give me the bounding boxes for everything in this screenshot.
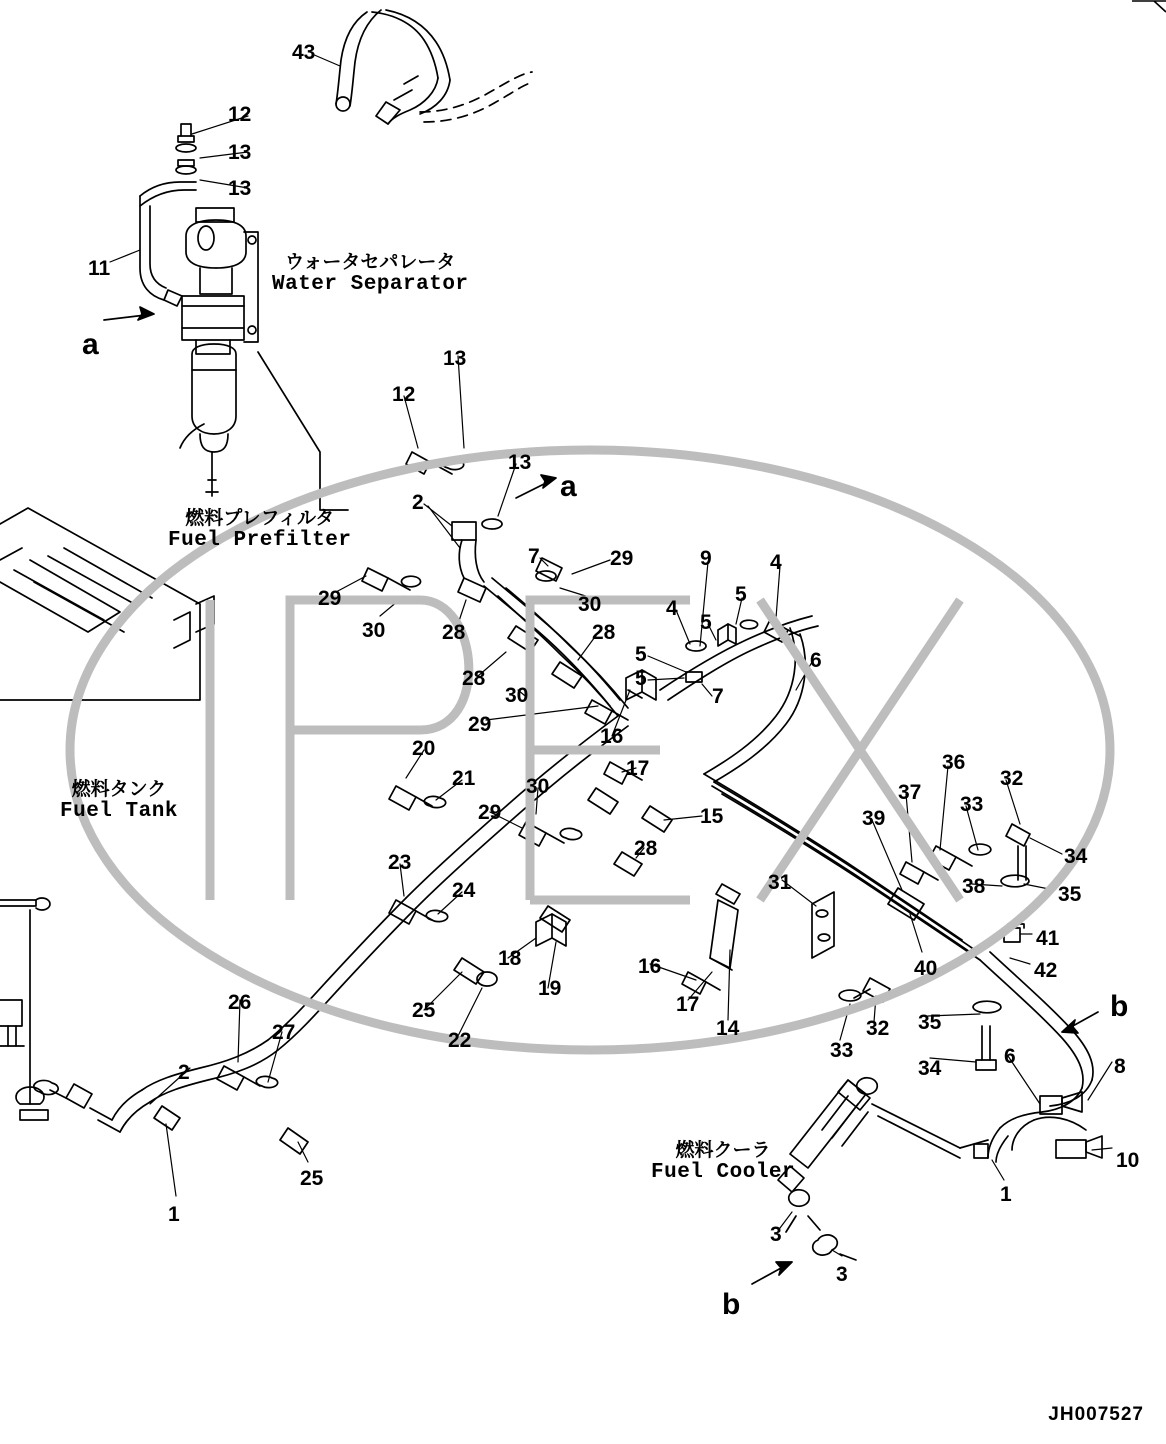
label-water-separator-jp: ウォータセパレータ: [285, 251, 456, 273]
label-fuel-prefilter: [168, 508, 351, 553]
callout-number-24: 24: [452, 879, 476, 902]
callout-number-5: 5: [700, 611, 712, 634]
section-mark-b-bottom: b: [722, 1288, 741, 1321]
label-fuel-tank-en: Fuel Tank: [60, 800, 178, 824]
callout-number-41: 41: [1036, 927, 1060, 950]
callout-number-29: 29: [478, 801, 502, 824]
callout-number-12: 12: [392, 383, 416, 406]
callout-number-43: 43: [292, 41, 316, 64]
callout-number-2: 2: [412, 491, 424, 514]
callout-number-4: 4: [770, 551, 782, 574]
callout-number-33: 33: [960, 793, 984, 816]
callout-number-21: 21: [452, 767, 476, 790]
label-fuel-prefilter-jp: 燃料プレフィルタ: [185, 507, 335, 529]
callout-number-29: 29: [468, 713, 492, 736]
label-water-separator: [272, 252, 469, 297]
callout-number-31: 31: [768, 871, 792, 894]
callout-number-26: 26: [228, 991, 252, 1014]
label-fuel-cooler: [651, 1140, 795, 1185]
callout-number-11: 11: [88, 257, 111, 280]
callout-number-13: 13: [508, 451, 532, 474]
callout-number-25: 25: [300, 1167, 324, 1190]
callout-number-40: 40: [914, 957, 938, 980]
callout-number-6: 6: [1004, 1045, 1016, 1068]
section-mark-b-right: b: [1110, 990, 1129, 1023]
callout-number-20: 20: [412, 737, 436, 760]
callout-number-28: 28: [634, 837, 658, 860]
callout-number-17: 17: [676, 993, 700, 1016]
callout-number-7: 7: [712, 685, 724, 708]
callout-number-13: 13: [228, 141, 252, 164]
callout-number-17: 17: [626, 757, 650, 780]
callout-number-32: 32: [1000, 767, 1024, 790]
callout-number-39: 39: [862, 807, 886, 830]
callout-number-7: 7: [528, 545, 540, 568]
callout-number-5: 5: [635, 667, 647, 690]
callout-number-33: 33: [830, 1039, 854, 1062]
label-fuel-cooler-en: Fuel Cooler: [651, 1161, 796, 1185]
callout-number-37: 37: [898, 781, 922, 804]
label-fuel-cooler-jp: 燃料クーラ: [675, 1139, 771, 1161]
callout-number-3: 3: [836, 1263, 848, 1286]
label-fuel-prefilter-en: Fuel Prefilter: [168, 529, 352, 553]
label-fuel-tank-jp: 燃料タンク: [71, 778, 167, 800]
callout-number-13: 13: [228, 177, 252, 200]
callout-number-6: 6: [810, 649, 822, 672]
callout-number-23: 23: [388, 851, 412, 874]
callout-number-34: 34: [918, 1057, 942, 1080]
label-water-separator-en: Water Separator: [272, 273, 469, 297]
callout-number-1: 1: [168, 1203, 180, 1226]
callout-number-30: 30: [362, 619, 386, 642]
callout-number-28: 28: [462, 667, 486, 690]
callout-number-16: 16: [600, 725, 624, 748]
callout-number-38: 38: [962, 875, 986, 898]
label-fuel-tank: [60, 779, 178, 824]
callout-number-34: 34: [1064, 845, 1088, 868]
drawing-code: JH007527: [1048, 1404, 1144, 1425]
callout-number-3: 3: [770, 1223, 782, 1246]
section-mark-a-upper: a: [82, 328, 99, 361]
callout-number-29: 29: [610, 547, 634, 570]
callout-number-28: 28: [442, 621, 466, 644]
callout-number-16: 16: [638, 955, 662, 978]
callout-number-35: 35: [918, 1011, 942, 1034]
callout-number-36: 36: [942, 751, 966, 774]
callout-number-18: 18: [498, 947, 522, 970]
callout-number-27: 27: [272, 1021, 296, 1044]
callout-number-30: 30: [578, 593, 602, 616]
callout-number-25: 25: [412, 999, 436, 1022]
section-mark-a-mid: a: [560, 470, 577, 503]
callout-number-22: 22: [448, 1029, 472, 1052]
callout-number-10: 10: [1116, 1149, 1140, 1172]
callout-number-5: 5: [635, 643, 647, 666]
callout-number-5: 5: [735, 583, 747, 606]
callout-number-12: 12: [228, 103, 252, 126]
callout-number-42: 42: [1034, 959, 1058, 982]
callout-number-4: 4: [666, 597, 678, 620]
callout-number-29: 29: [318, 587, 342, 610]
callout-number-1: 1: [1000, 1183, 1012, 1206]
callout-number-30: 30: [505, 684, 529, 707]
callout-number-35: 35: [1058, 883, 1082, 906]
callout-number-14: 14: [716, 1017, 740, 1040]
callout-number-30: 30: [526, 775, 550, 798]
callout-number-13: 13: [443, 347, 467, 370]
callout-number-15: 15: [700, 805, 724, 828]
callout-number-28: 28: [592, 621, 616, 644]
callout-number-2: 2: [178, 1061, 190, 1084]
callout-number-8: 8: [1114, 1055, 1126, 1078]
callout-number-32: 32: [866, 1017, 890, 1040]
callout-number-19: 19: [538, 977, 562, 1000]
callout-number-9: 9: [700, 547, 712, 570]
